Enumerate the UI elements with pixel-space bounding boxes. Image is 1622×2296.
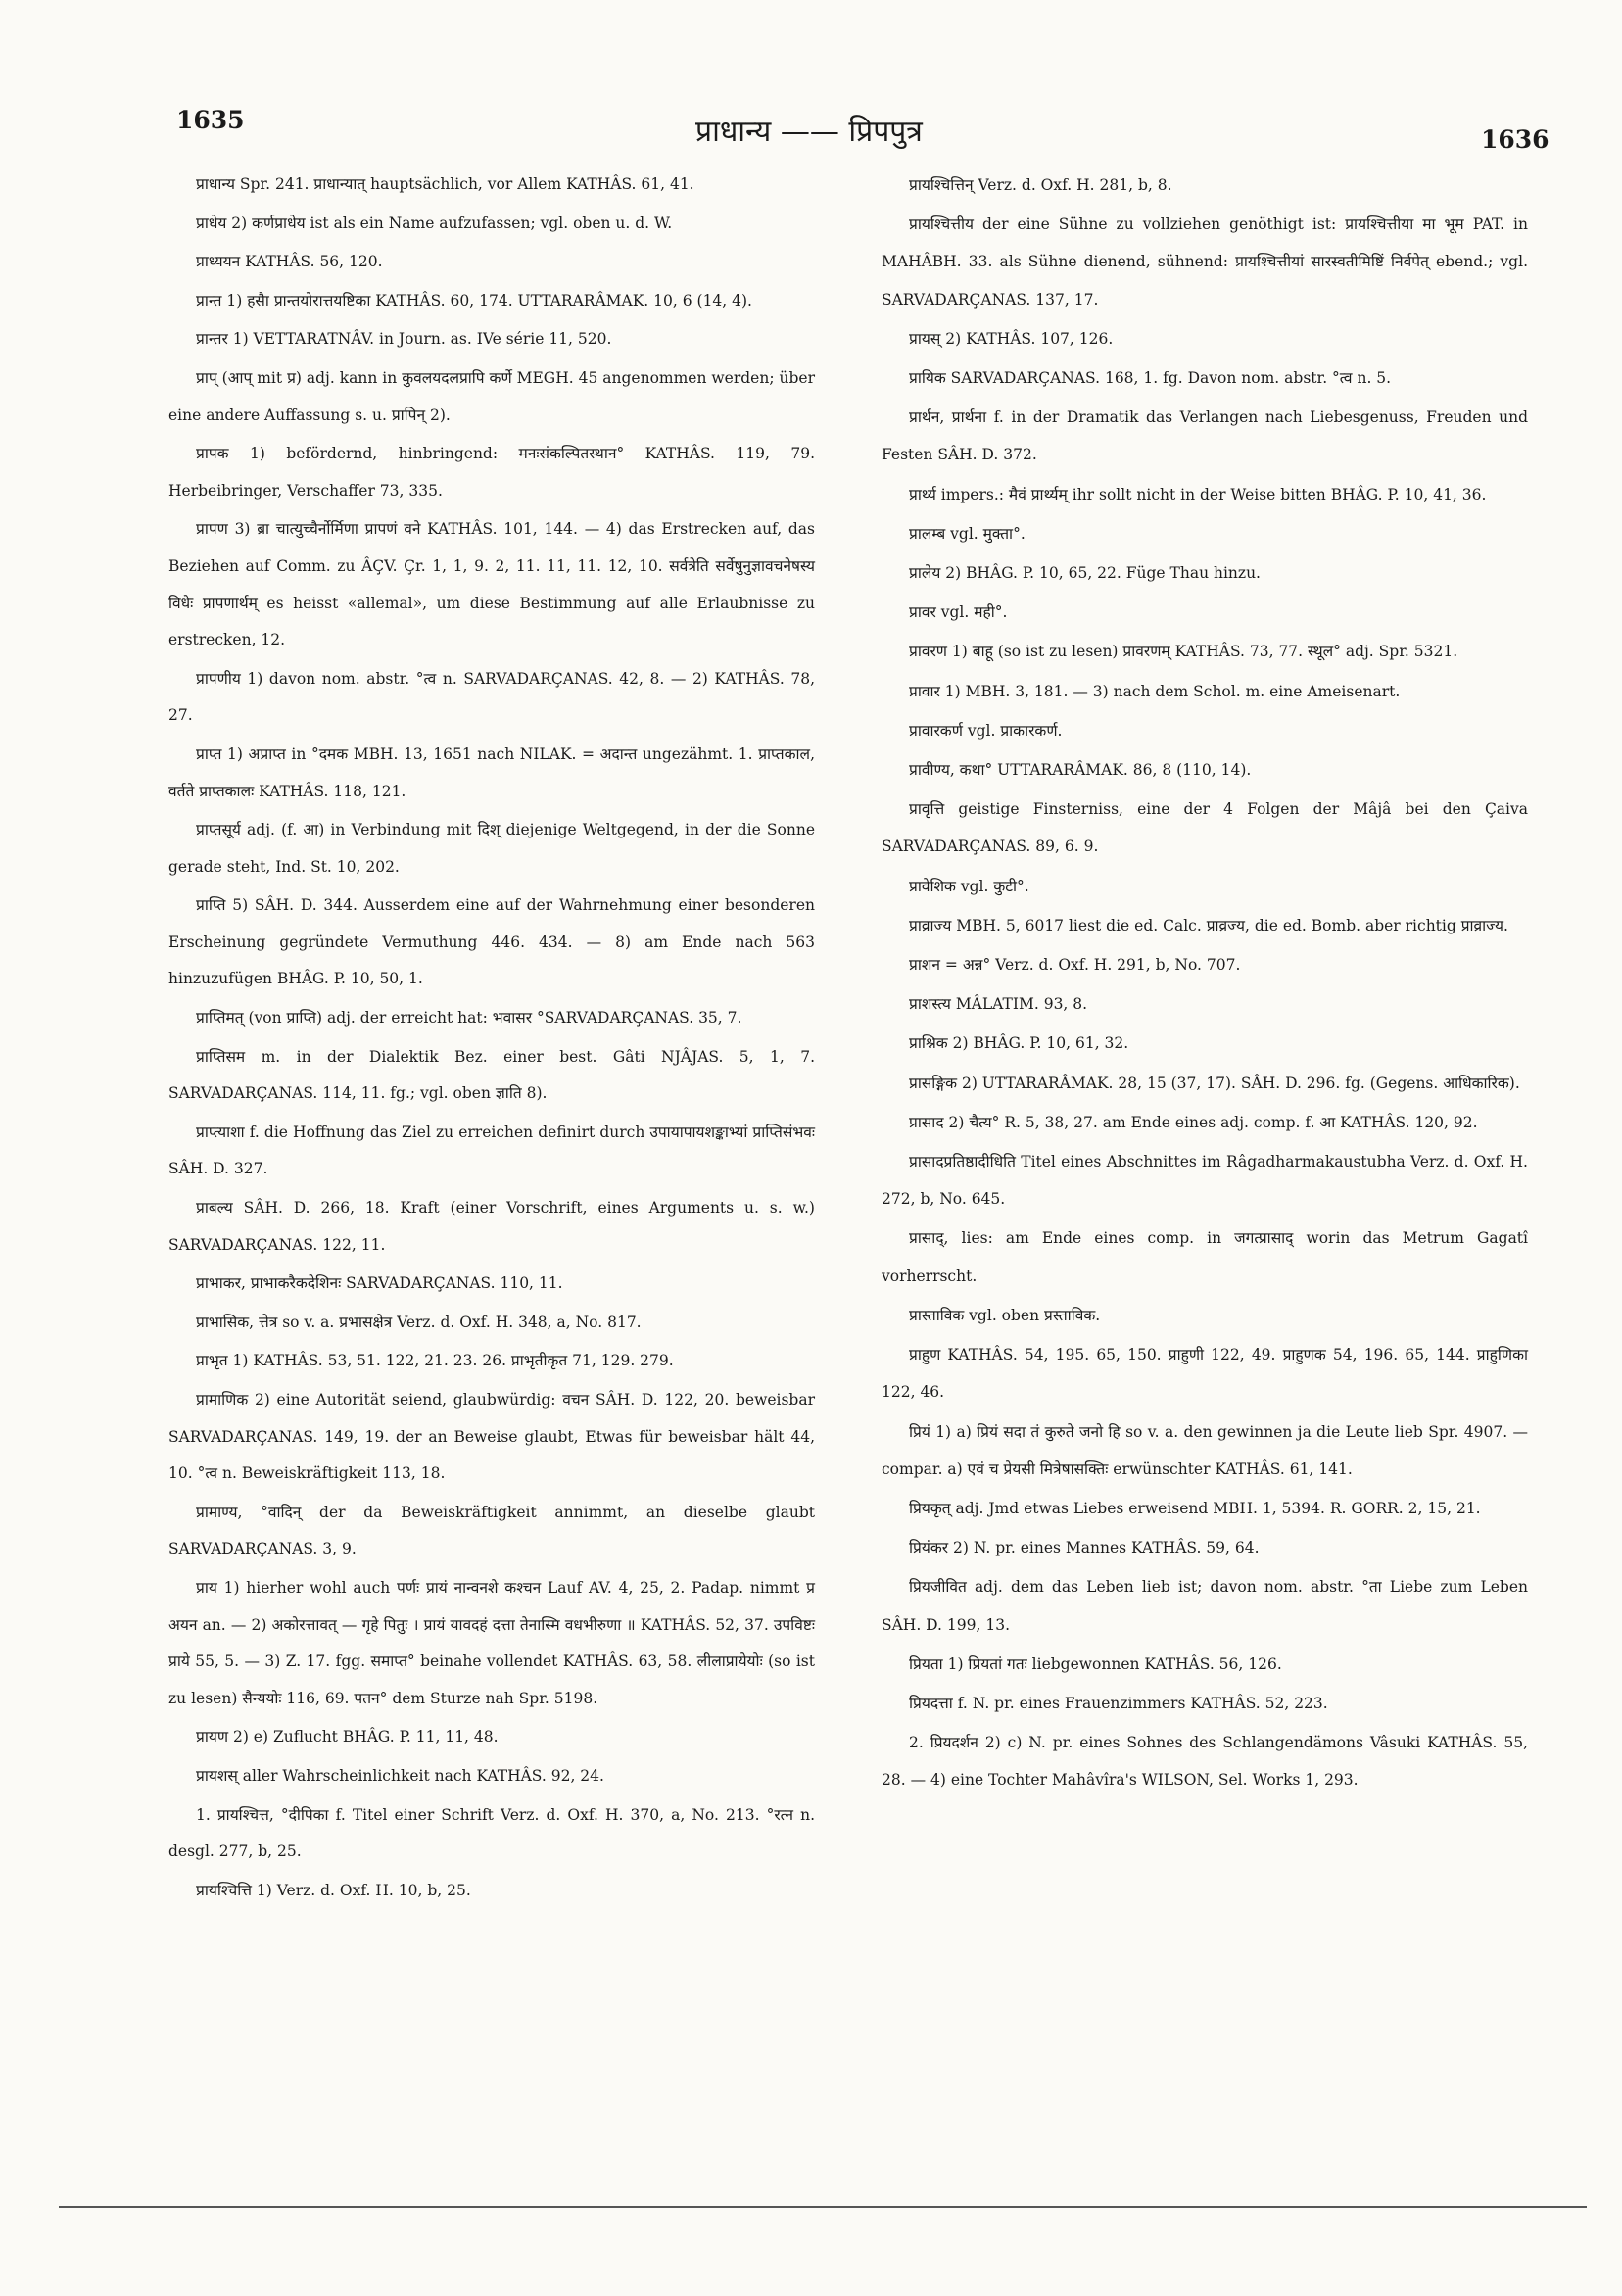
entry: प्रालम्ब vgl. मुक्ता°. bbox=[909, 524, 1026, 543]
entry: प्राव्राज्य MBH. 5, 6017 liest die ed. Calc. प्राव्रज्य, die ed. Bomb. aber richtig प्राव्राज्य. bbox=[909, 916, 1508, 934]
entry: प्राप्त 1) अप्राप्त in °दमक MBH. 13, 1651 nach NILAK. = अदान्त ungezähmt. 1. प्राप्तकाल, वर्तते प्राप्तकालः KATHÂS. 118, 121. bbox=[168, 744, 815, 800]
entry: प्रासाद्, lies: am Ende eines comp. in जगत्प्रासाद् worin das Metrum Gagatî vorherrscht. bbox=[882, 1229, 1528, 1285]
entry: प्राभाकर, प्राभाकरैकदेशिनः SARVADARÇANAS. 110, 11. bbox=[196, 1274, 563, 1293]
page-number-right: 1636 bbox=[1481, 125, 1550, 154]
entry: प्रावृत्ति geistige Finsterniss, eine der 4 Folgen der Mâjâ bei den Çaiva SARVADARÇANAS. 89, 6. 9. bbox=[882, 800, 1528, 856]
bottom-rule bbox=[59, 2206, 1587, 2208]
entry: प्रामाणिक 2) eine Autorität seiend, glaubwürdig: वचन SÂH. D. 122, 20. beweisbar SARVADARÇANAS. 149, 19. der an Beweise glaubt, Etwas für beweisbar hält 44, 10. °त्व n. Beweiskräftigkeit 113, 18. bbox=[168, 1391, 815, 1483]
entry: प्राध्ययन KATHÂS. 56, 120. bbox=[196, 253, 383, 271]
entry: प्रासादप्रतिष्ठादीधिति Titel eines Abschnittes im Râgadharmakaustubha Verz. d. Oxf. H. 272, b, No. 645. bbox=[882, 1153, 1528, 1209]
entry: प्रापक 1) befördernd, hinbringend: मनःसंकल्पितस्थान° KATHÂS. 119, 79. Herbeibringer, Verschaffer 73, 335. bbox=[168, 445, 815, 500]
entry: 2. प्रियदर्शन 2) c) N. pr. eines Sohnes des Schlangendämons Vâsuki KATHÂS. 55, 28. — 4) eine Tochter Mahâvîra's WILSON, Sel. Works 1, 293. bbox=[882, 1734, 1528, 1790]
entry: प्रायश्चित्ति 1) Verz. d. Oxf. H. 10, b, 25. bbox=[196, 1881, 471, 1899]
entry: प्राशन = अन्न° Verz. d. Oxf. H. 291, b, No. 707. bbox=[909, 956, 1241, 975]
entry: प्राप्त्याशा f. die Hoffnung das Ziel zu erreichen definirt durch उपायापायशङ्काभ्यां प्राप्तिसंभवः SÂH. D. 327. bbox=[168, 1123, 815, 1178]
entry: प्राधेय 2) कर्णप्राधेय ist als ein Name aufzufassen; vgl. oben u. d. W. bbox=[196, 214, 673, 232]
entry: प्राधान्य Spr. 241. प्राधान्यात् hauptsächlich, vor Allem KATHÂS. 61, 41. bbox=[196, 175, 694, 193]
entry: प्रापण 3) ब्रा चात्युच्चैर्नोर्मिणा प्रापणं वने KATHÂS. 101, 144. — 4) das Erstrecken auf, das Beziehen auf Comm. zu ÂÇV. Çr. 1, 1, 9. 2, 11. 11, 11. 12, 10. सर्वत्रेति सर्वेषुनुज्ञावचनेषस्य विधेः प्रापणार्थम् es heisst «allemal», um diese Bestimmung auf alle Erlaubnisse zu erstrecken, 12. bbox=[168, 520, 815, 649]
entry: प्रालेय 2) BHÂG. P. 10, 65, 22. Füge Thau hinzu. bbox=[909, 564, 1261, 583]
entry: प्रावीण्य, कथा° UTTARARÂMAK. 86, 8 (110, 14). bbox=[909, 761, 1252, 780]
entry: प्रावरण 1) बाहू (so ist zu lesen) प्रावरणम् KATHÂS. 73, 77. स्थूल° adj. Spr. 5321. bbox=[909, 643, 1458, 661]
running-title: प्राधान्य —— प्रिपपुत्र bbox=[695, 115, 923, 149]
entry: प्रार्थ्य impers.: मैवं प्रार्थ्यम् ihr sollt nicht in der Weise bitten BHÂG. P. 10, 41, 36. bbox=[909, 485, 1487, 503]
entry: प्राप्तसूर्य adj. (f. आ) in Verbindung mit दिश् diejenige Weltgegend, in der die Sonne gerade steht, Ind. St. 10, 202. bbox=[168, 821, 815, 876]
entry: प्रियदत्ता f. N. pr. eines Frauenzimmers KATHÂS. 52, 223. bbox=[909, 1694, 1328, 1712]
entry: प्राप्ति 5) SÂH. D. 344. Ausserdem eine auf der Wahrnehmung einer besonderen Erscheinung gegründete Vermuthung 446. 434. — 8) am Ende nach 563 hinzuzufügen BHÂG. P. 10, 50, 1. bbox=[168, 896, 815, 988]
entry: प्रायशस् aller Wahrscheinlichkeit nach KATHÂS. 92, 24. bbox=[196, 1766, 604, 1785]
entry: प्राहुण KATHÂS. 54, 195. 65, 150. प्राहुणी 122, 49. प्राहुणक 54, 196. 65, 144. प्राहुणिका 122, 46. bbox=[882, 1346, 1528, 1402]
entry: प्राय 1) hierher wohl auch पर्णः प्रायं नान्वनशे कश्चन Lauf AV. 4, 25, 2. Padap. nimmt प्र अयन an. — 2) अकोरत्तावत् — गृहे पितुः । प्रायं यावदहं दत्ता तेनास्मि वधभीरुणा ॥ KATHÂS. 52, 37. उपविष्टः प्राये 55, 5. — 3) Z. 17. fgg. समाप्त° beinahe vollendet KATHÂS. 63, 58. लीलाप्रायेयोः (so ist zu lesen) सैन्ययोः 116, 69. पतन° dem Sturze nah Spr. 5198. bbox=[168, 1578, 815, 1707]
entry: प्राभासिक, त्तेत्र so v. a. प्रभासक्षेत्र Verz. d. Oxf. H. 348, a, No. 817. bbox=[196, 1313, 642, 1331]
entry: प्रायश्चित्तीय der eine Sühne zu vollziehen genöthigt ist: प्रायश्चित्तीया मा भूम PAT. in MAHÂBH. 33. als Sühne dienend, sühnend: प्रायश्चित्तीयां सारस्वतीमिष्टिं निर्वपेत् ebend.; vgl. SARVADARÇANAS. 137, 17. bbox=[882, 215, 1528, 309]
entry: प्रावेशिक vgl. कुटी°. bbox=[909, 877, 1029, 895]
page-header bbox=[0, 106, 1622, 155]
entry: प्रान्त 1) हसैा प्रान्तयोरात्तयष्टिका KATHÂS. 60, 174. UTTARARÂMAK. 10, 6 (14, 4). bbox=[196, 291, 752, 310]
page-number-left: 1635 bbox=[176, 106, 245, 134]
entry: प्रायण 2) e) Zuflucht BHÂG. P. 11, 11, 48. bbox=[196, 1728, 499, 1746]
entry: प्रियंकर 2) N. pr. eines Mannes KATHÂS. 59, 64. bbox=[909, 1539, 1260, 1557]
right-column bbox=[882, 167, 1528, 1801]
entry: प्राप्तिमत् (von प्राप्ति) adj. der erreicht hat: भवासर °SARVADARÇANAS. 35, 7. bbox=[196, 1009, 742, 1028]
entry: प्रासङ्गिक 2) UTTARARÂMAK. 28, 15 (37, 17). SÂH. D. 296. fg. (Gegens. आधिकारिक). bbox=[909, 1074, 1520, 1092]
left-column bbox=[168, 167, 815, 1911]
entry: प्राशस्त्य MÂLATIM. 93, 8. bbox=[909, 995, 1088, 1014]
entry: प्राबल्य SÂH. D. 266, 18. Kraft (einer Vorschrift, eines Arguments u. s. w.) SARVADARÇANAS. 122, 11. bbox=[168, 1199, 815, 1254]
entry: प्रास्ताविक vgl. oben प्रस्ताविक. bbox=[909, 1306, 1101, 1324]
entry: प्रासाद 2) चैत्य° R. 5, 38, 27. am Ende eines adj. comp. f. आ KATHÂS. 120, 92. bbox=[909, 1113, 1478, 1131]
entry: प्रावार 1) MBH. 3, 181. — 3) nach dem Schol. m. eine Ameisenart. bbox=[909, 682, 1401, 700]
entry: प्राभृत 1) KATHÂS. 53, 51. 122, 21. 23. 26. प्राभृतीकृत 71, 129. 279. bbox=[196, 1352, 674, 1370]
entry: 1. प्रायश्चित्त, °दीपिका f. Titel einer Schrift Verz. d. Oxf. H. 370, a, No. 213. °रत्न n. desgl. 277, b, 25. bbox=[168, 1805, 815, 1861]
entry: प्राप् (आप् mit प्र) adj. kann in कुवलयदलप्रापि कर्णे MEGH. 45 angenommen werden; über eine andere Auffassung s. u. प्रापिन् 2). bbox=[168, 368, 815, 424]
entry: प्राश्निक 2) BHÂG. P. 10, 61, 32. bbox=[909, 1034, 1129, 1053]
entry: प्रियता 1) प्रियतां गतः liebgewonnen KATHÂS. 56, 126. bbox=[909, 1654, 1282, 1673]
entry: प्रियं 1) a) प्रियं सदा तं कुरुते जनो हि so v. a. den gewinnen ja die Leute lieb Spr. 4907. — compar. a) एवं च प्रेयसी मित्रेषासक्तिः erwünschter KATHÂS. 61, 141. bbox=[882, 1422, 1528, 1478]
entry: प्रायश्चित्तिन् Verz. d. Oxf. H. 281, b, 8. bbox=[909, 176, 1172, 194]
entry: प्रावारकर्ण vgl. प्राकारकर्ण. bbox=[909, 721, 1063, 740]
entry: प्रायस् 2) KATHÂS. 107, 126. bbox=[909, 329, 1114, 348]
entry: प्रावर vgl. मही°. bbox=[909, 603, 1008, 622]
entry: प्रामाण्य, °वादिन् der da Beweiskräftigkeit annimmt, an dieselbe glaubt SARVADARÇANAS. 3, 9. bbox=[168, 1503, 815, 1558]
entry: प्रियकृत् adj. Jmd etwas Liebes erweisend MBH. 1, 5394. R. GORR. 2, 15, 21. bbox=[909, 1499, 1481, 1517]
entry: प्रापणीय 1) davon nom. abstr. °त्व n. SARVADARÇANAS. 42, 8. — 2) KATHÂS. 78, 27. bbox=[168, 669, 815, 725]
entry: प्रियजीवित adj. dem das Leben lieb ist; davon nom. abstr. °ता Liebe zum Leben SÂH. D. 199, 13. bbox=[882, 1578, 1528, 1634]
entry: प्रार्थन, प्रार्थना f. in der Dramatik das Verlangen nach Liebesgenuss, Freuden und Festen SÂH. D. 372. bbox=[882, 408, 1528, 464]
entry: प्रान्तर 1) VETTARATNÂV. in Journ. as. IVe série 11, 520. bbox=[196, 330, 612, 349]
entry: प्राप्तिसम m. in der Dialektik Bez. einer best. Gâti NJÂJAS. 5, 1, 7. SARVADARÇANAS. 114, 11. fg.; vgl. oben ज्ञाति 8). bbox=[168, 1047, 815, 1103]
entry: प्रायिक SARVADARÇANAS. 168, 1. fg. Davon nom. abstr. °त्व n. 5. bbox=[909, 369, 1392, 388]
